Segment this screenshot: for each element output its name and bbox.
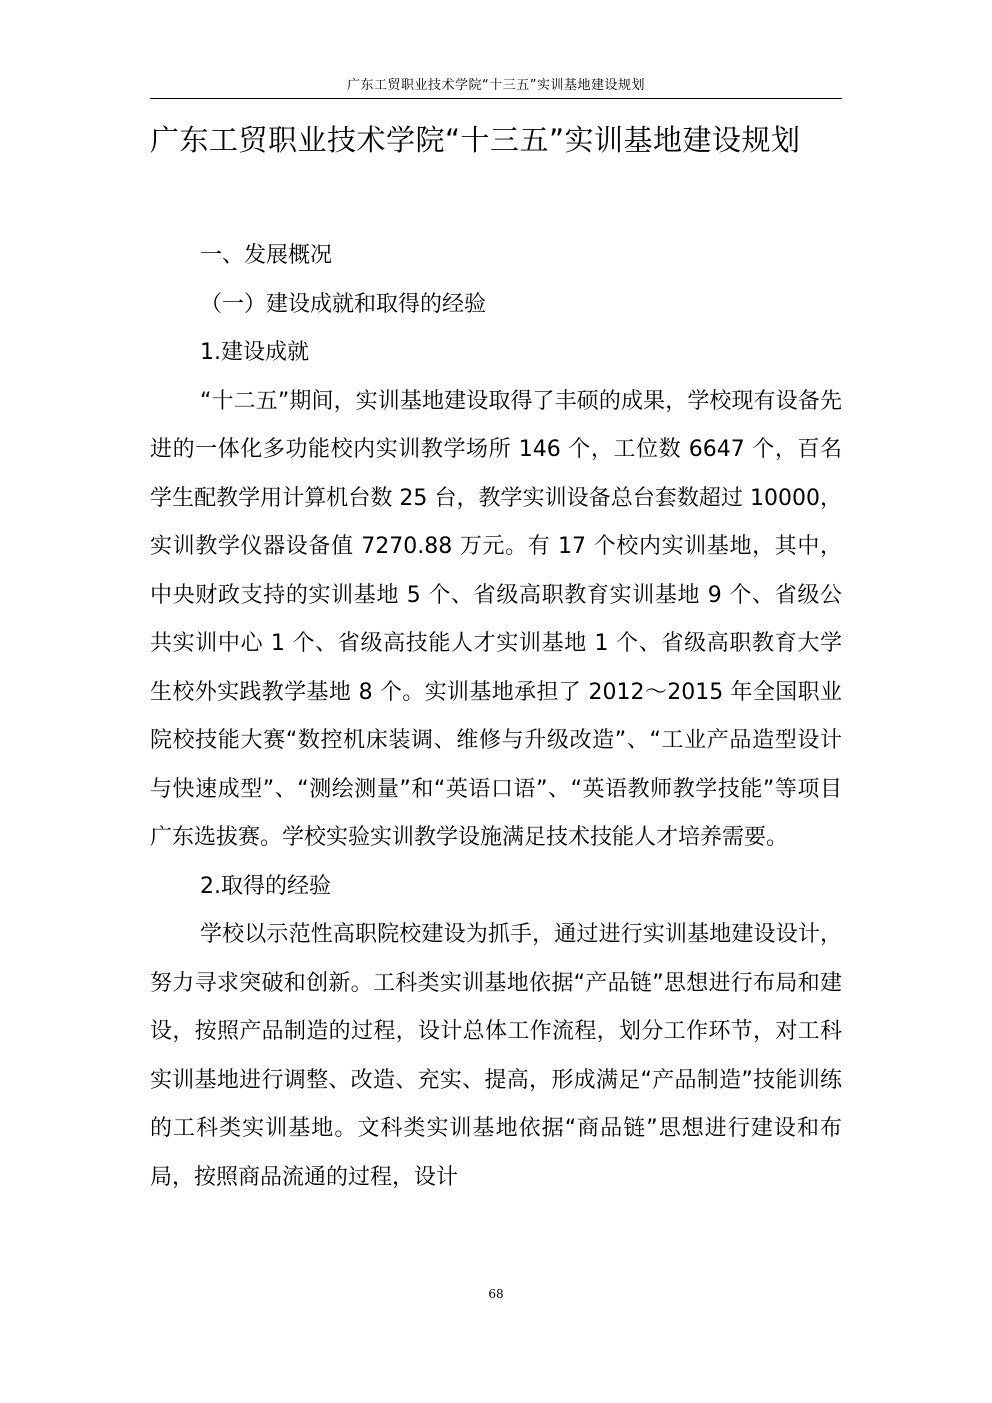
subsection-heading: （一）建设成就和取得的经验 xyxy=(200,291,487,317)
document-body xyxy=(150,232,842,1202)
item-heading: 1.建设成就 xyxy=(200,340,309,365)
section-heading: 一、发展概况 xyxy=(200,243,333,268)
body-paragraph: 学校以示范性高职院校建设为抓手，通过进行实训基地建设设计，努力寻求突破和创新。工科类实训基地依据“产品链”思想进行布局和建设，按照产品制造的过程，设计总体工作流程，划分工作环节，对工科实训基地进行调整、改造、充实、提高，形成满足“产品制造”技能训练的工科类实训基地。文科类实训基地依据“商品链”思想进行建设和布局，按照商品流通的过程，设计 xyxy=(150,922,842,1190)
item-heading: 2.取得的经验 xyxy=(200,873,331,899)
body-paragraph: “十二五”期间，实训基地建设取得了丰硕的成果，学校现有设备先进的一体化多功能校内实训教学场所 146 个，工位数 6647 个，百名学生配教学用计算机台数 25 台，教学实训设备总台套数超过 10000，实训教学仪器设备值 7270.88 万元。有 17 个校内实训基地，其中，中央财政支持的实训基地 5 个、省级高职教育实训基地 9 个、省级公共实训中心 1 个、省级高技能人才实训基地 1 个、省级高职教育大学生校外实践教学基地 8 个。实训基地承担了 2012～2015 年全国职业院校技能大赛“数控机床装调、维修与升级改造”、“工业产品造型设计与快速成型”、“测绘测量”和“英语口语”、“英语教师教学技能”等项目广东选拔赛。学校实验实训教学设施满足技术技能人才培养需要。 xyxy=(150,388,842,850)
running-header: 广东工贸职业技术学院“十三五”实训基地建设规划 xyxy=(347,78,645,93)
document-title: 广东工贸职业技术学院“十三五”实训基地建设规划 xyxy=(150,123,801,157)
page-number: 68 xyxy=(488,1287,504,1301)
header-divider xyxy=(150,98,842,99)
